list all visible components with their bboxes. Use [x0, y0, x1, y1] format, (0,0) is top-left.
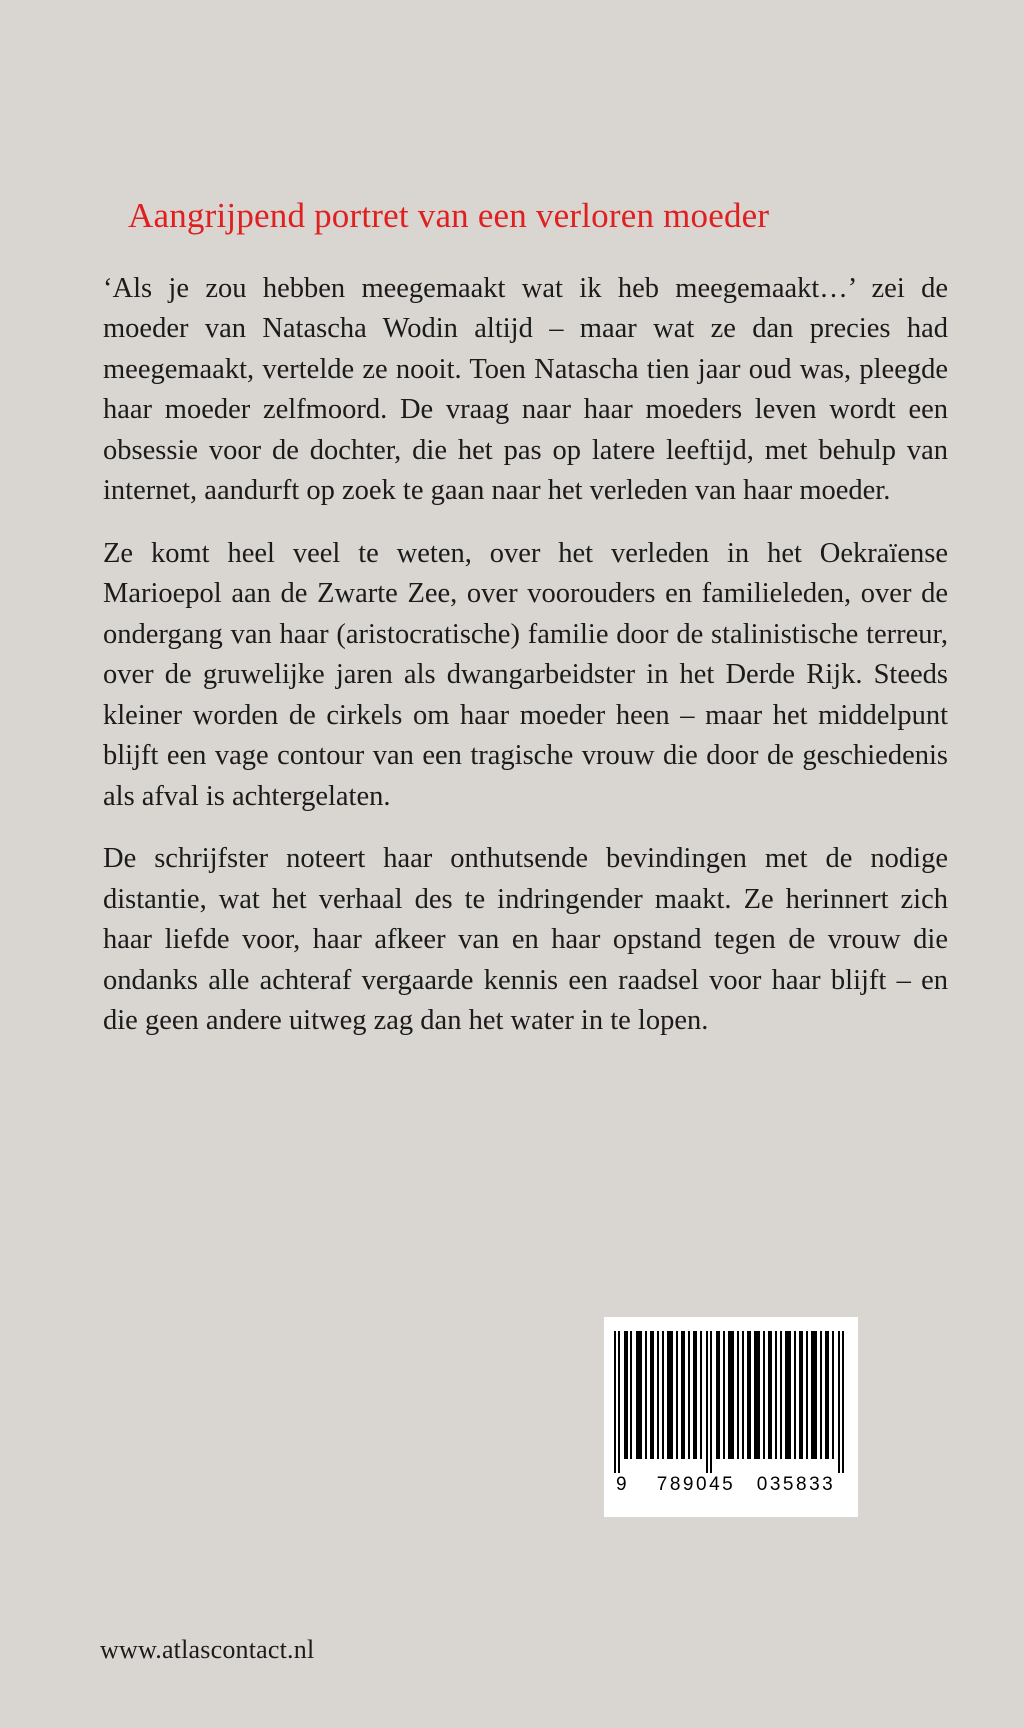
blurb-paragraph-3: De schrijfster noteert haar onthutsende bevindingen met de nodige distantie, wat het verhaal des te indringender maakt. Ze herinnert zich haar liefde voor, haar afkeer van en haar opstand tegen de vrouw die ondanks alle achteraf vergaarde kennis een raadsel voor haar blijft – en die geen andere uitweg zag dan het water in te lopen.	[103, 843, 948, 1036]
blurb-paragraph-1: ‘Als je zou hebben meegemaakt wat ik heb meegemaakt…’ zei de moeder van Natascha Wodin altijd – maar wat ze dan precies had meegemaakt, vertelde ze nooit. Toen Natascha tien jaar oud was, pleegde haar moeder zelfmoord. De vraag naar haar moeders leven wordt een obsessie voor de dochter, die het pas op latere leeftijd, met behulp van internet, aandurft op zoek te gaan naar het verleden van haar moeder.	[103, 273, 948, 507]
barcode	[604, 1317, 858, 1517]
blurb-paragraph-2: Ze komt heel veel te weten, over het verleden in het Oekraïense Marioepol aan de Zwarte Zee, over voorouders en familieleden, over de ondergang van haar (aristocratische) familie door de stalinistische terreur, over de gruwelijke jaren als dwangarbeidster in het Derde Rijk. Steeds kleiner worden de cirkels om haar moeder heen – maar het middelpunt blijft een vage contour van een tragische vrouw die door de geschiedenis als afval is achtergelaten.	[103, 537, 948, 812]
publisher-website[interactable]: www.atlascontact.nl	[100, 1635, 315, 1664]
barcode-digit-left: 9	[616, 1474, 629, 1495]
cover-text-block	[100, 195, 948, 1041]
barcode-bars-icon	[614, 1331, 848, 1473]
barcode-digits-middle: 789045	[656, 1474, 736, 1495]
barcode-digits	[614, 1474, 848, 1496]
page-title: Aangrijpend portret van een verloren moeder	[128, 196, 770, 235]
barcode-digits-right: 035833	[756, 1474, 836, 1495]
